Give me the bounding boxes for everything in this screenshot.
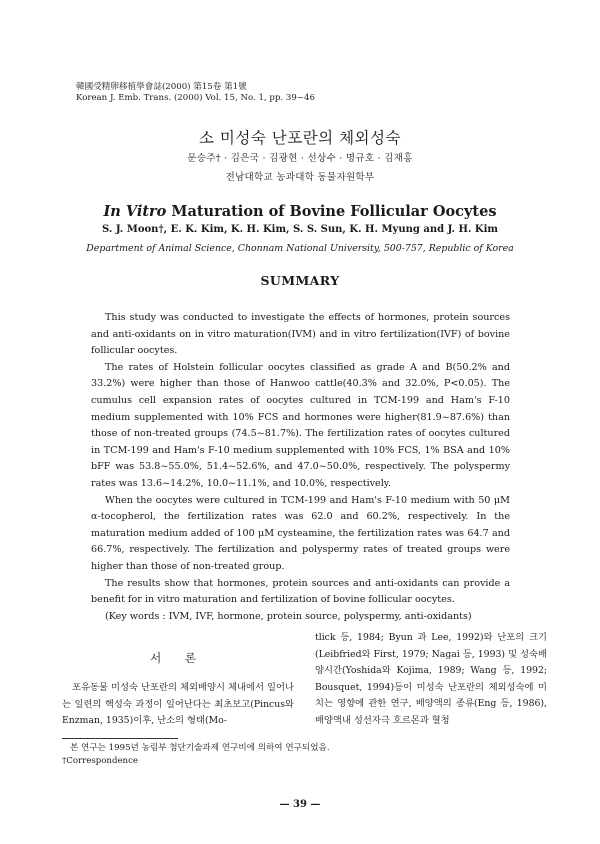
abstract-paragraph-1: This study was conducted to investigate the effects of hormones, protein sources and anti-oxidants on in vitro maturation(IVM) and in vitro fertilization(IVF) of bovine follicular oocytes. <box>91 312 510 357</box>
abstract-paragraph-4: The results show that hormones, protein sources and anti-oxidants can provide a benefit for in vitro maturation and fertilization of bovine follicular oocytes. <box>91 577 510 606</box>
journal-citation-english: Korean J. Emb. Trans. (2000) Vol. 15, No. 1, pp. 39~46 <box>76 93 315 103</box>
department-korean: 전남대학교 농과대학 동물자원학부 <box>225 172 375 183</box>
summary-heading: SUMMARY <box>260 273 340 288</box>
title-english-rest: Maturation of Bovine Follicular Oocytes <box>166 203 497 220</box>
right-column <box>315 630 547 730</box>
footnote-funding: 본 연구는 1995년 농림부 첨단기술과제 연구비에 의하여 연구되었음. <box>70 743 330 753</box>
left-column <box>62 650 294 730</box>
abstract <box>91 310 510 625</box>
journal-citation-korean: 韓國受精卵移植學會誌(2000) 第15卷 第1號 <box>76 82 247 92</box>
introduction-left-text: 포유동물 미성숙 난포란의 체외배양시 체내에서 일어나는 일련의 핵성숙 과정이 일어난다는 최초보고(Pincus와 Enzman, 1935)이후, 난소의 형태(Mo- <box>62 682 294 727</box>
authors-korean: 문승주† · 김은국 · 김광현 · 선상수 · 명규호 · 김재홍 <box>187 153 413 164</box>
title-english <box>0 203 600 220</box>
abstract-paragraph-2: The rates of Holstein follicular oocytes classified as grade A and B(50.2% and 33.2%) were higher than those of Hanwoo cattle(40.3% and 32.0%, P<0.05). The cumulus cell expansion rates of oocytes cultured in TCM-199 and Ham's F-10 medium supplemented with 10% FCS and hormones were higher(81.9~87.6%) than those of non-treated groups (74.5~81.7%). The fertilization rates of oocytes cultured in TCM-199 and Ham's F-10 medium supplemented with 10% FCS, 1% BSA and 10% bFF was 53.8~55.0%, 51.4~52.6%, and 47.0~50.0%, respectively. The polyspermy rates was 13.6~14.2%, 10.0~11.1%, and 10.0%, respectively. <box>91 361 510 489</box>
title-english-italic: In Vitro <box>103 203 167 220</box>
abstract-paragraph-3: When the oocytes were cultured in TCM-199 and Ham's F-10 medium with 50 μM α-tocopherol, the fertilization rates was 62.0 and 60.2%, respectively. In the maturation medium added of 100 μM cysteamine, the fertilization rates was 64.7 and 66.7%, respectively. The fertilization and polyspermy rates of treated groups were higher than those of non-treated group. <box>91 494 510 572</box>
title-korean: 소 미성숙 난포란의 체외성숙 <box>199 129 401 147</box>
authors-english: S. J. Moon†, E. K. Kim, K. H. Kim, S. S. Sun, K. H. Myung and J. H. Kim <box>102 224 498 235</box>
footnote-divider <box>62 738 178 739</box>
introduction-right-text: tlick 등, 1984; Byun 과 Lee, 1992)와 난포의 크기(Leibfried와 First, 1979; Nagai 등, 1993) 및 성숙배양시간(Yoshida와 Kojima, 1989; Wang 등, 1992; Bousquet, 1994)등이 미성숙 난포란의 체외성숙에 미치는 영향에 관한 연구, 배양액의 종류(Eng 등, 1986), 배양액내 성선자극 호르몬과 혈청 <box>315 632 547 726</box>
keywords: (Key words : IVM, IVF, hormone, protein source, polyspermy, anti-oxidants) <box>105 610 472 622</box>
journal-citation <box>76 82 315 104</box>
footnotes <box>62 742 330 768</box>
page-number: — 39 — <box>279 799 321 810</box>
department-english: Department of Animal Science, Chonnam National University, 500-757, Republic of Korea <box>86 243 514 254</box>
footnote-correspondence: †Correspondence <box>62 756 138 766</box>
introduction-heading: 서 론 <box>150 651 206 665</box>
